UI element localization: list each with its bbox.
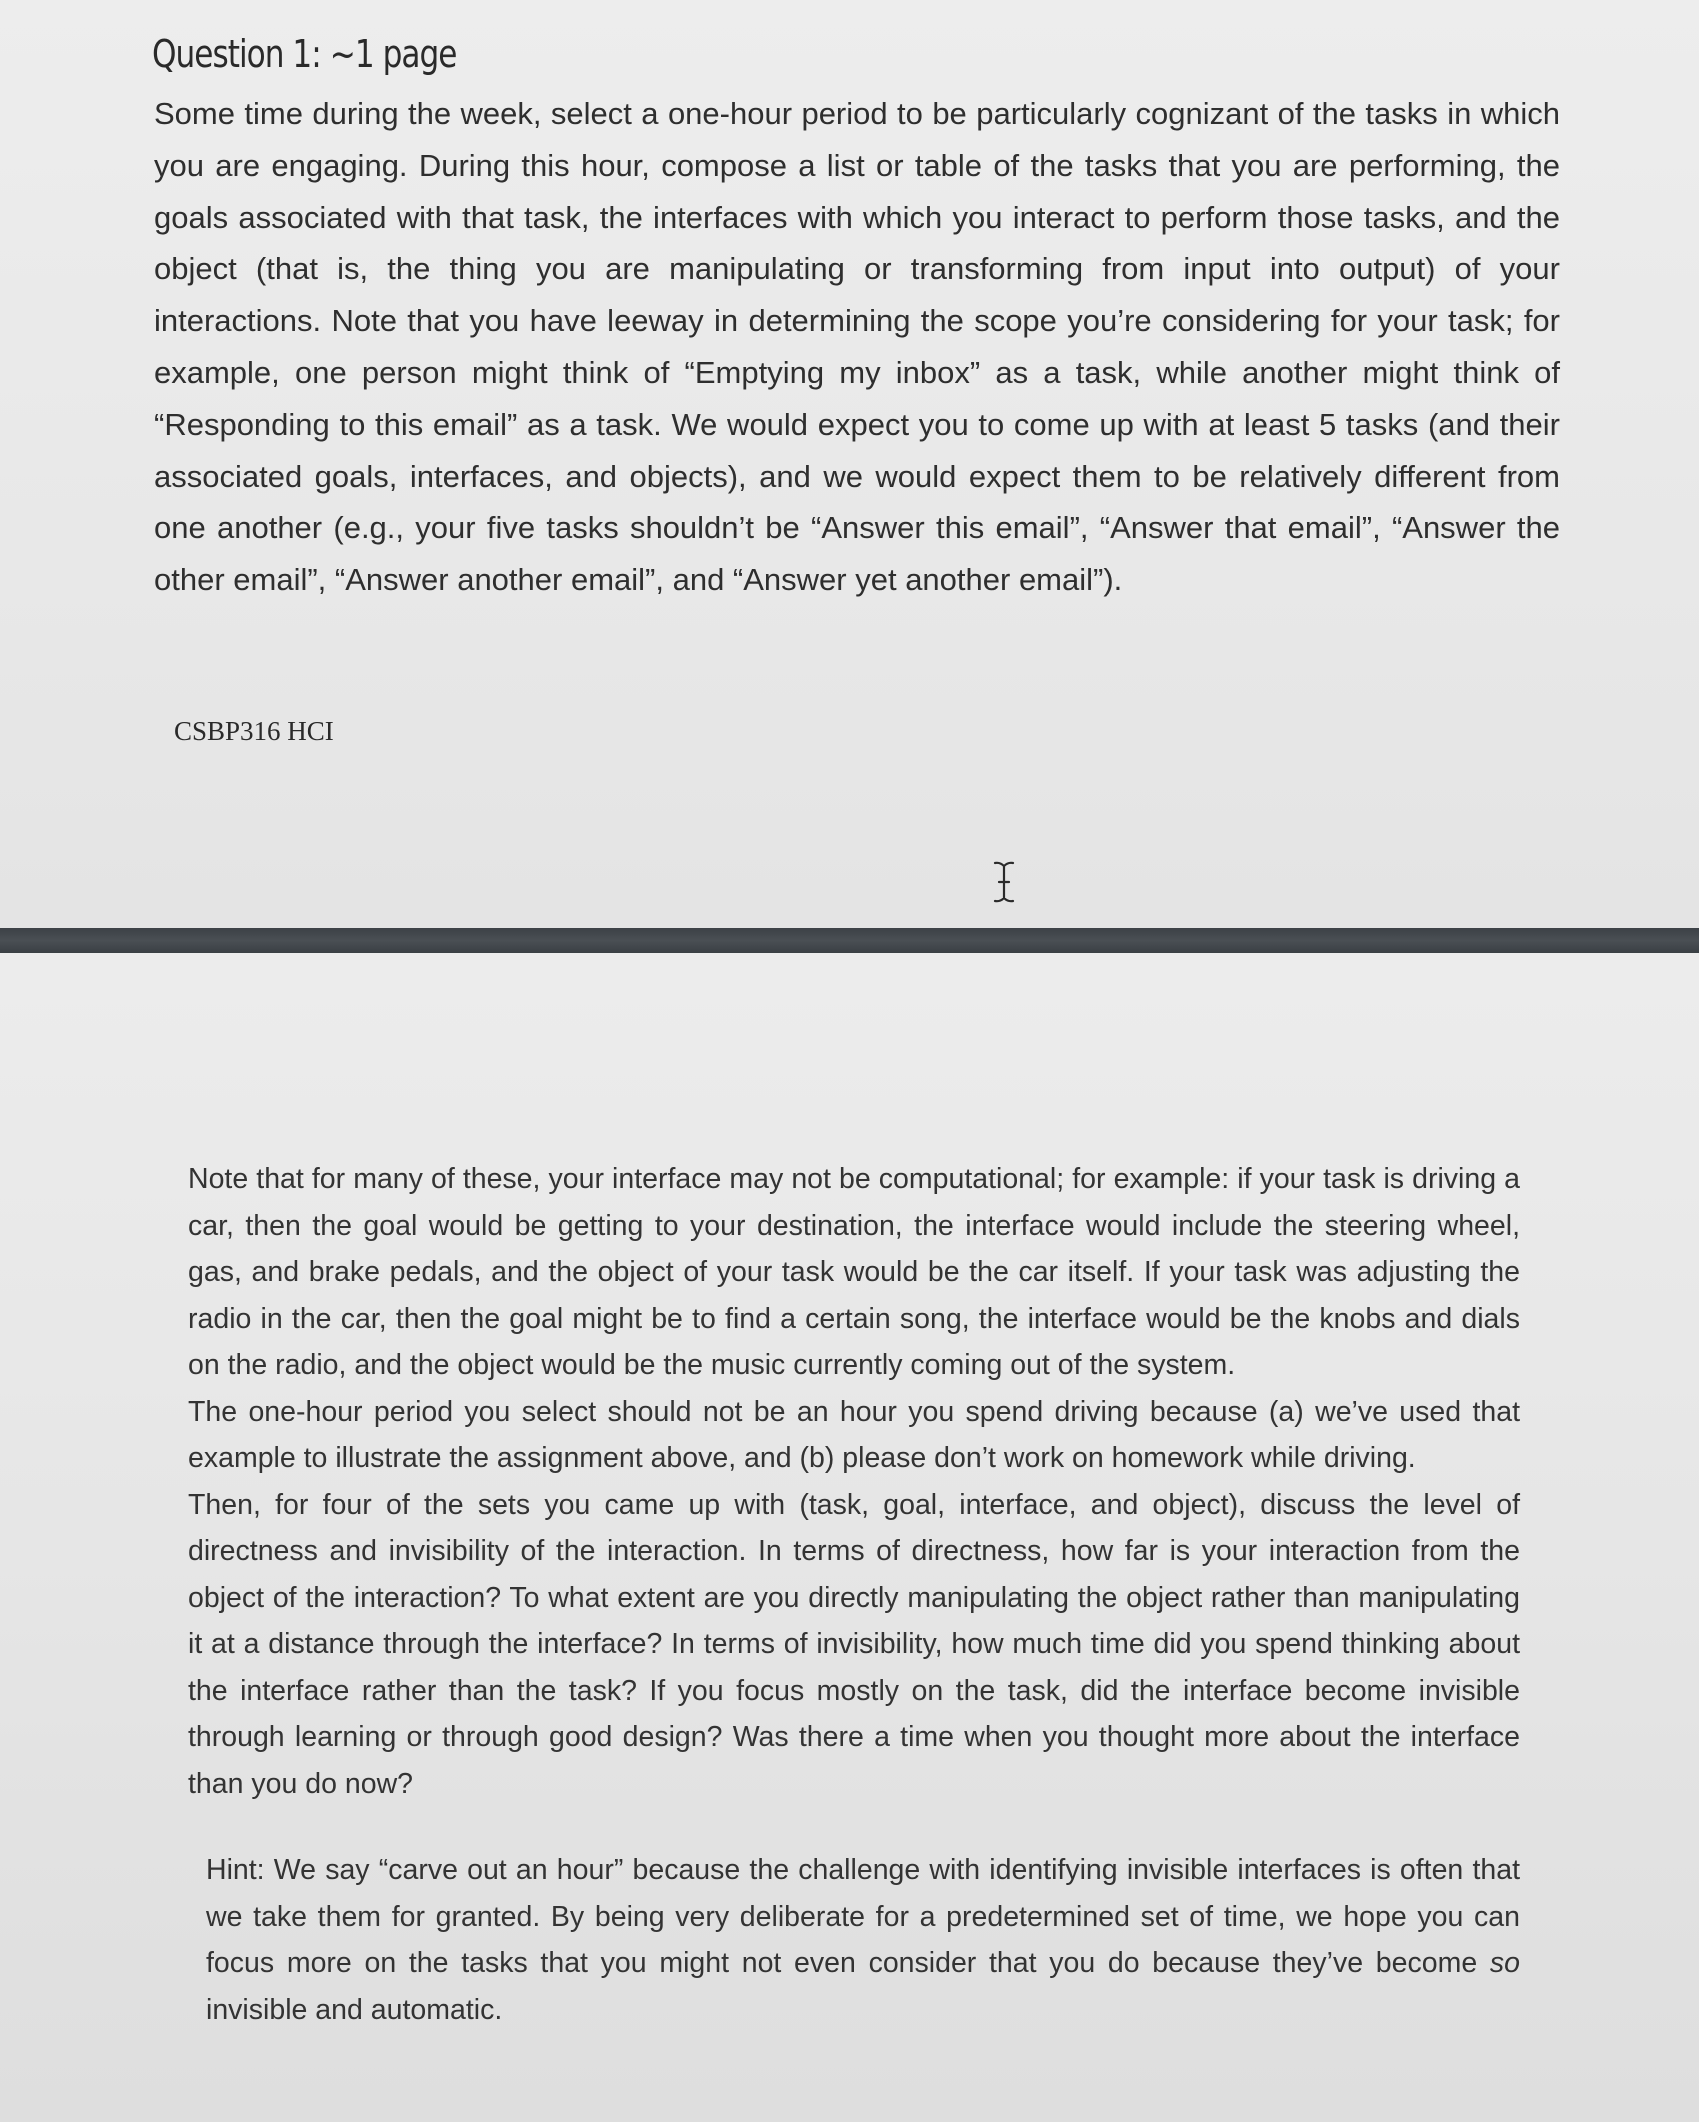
note-computational: Note that for many of these, your interface may not be computational; for example: if your task is driving a car, then the goal would be getting to your destination, the interface would include the steering wheel, gas, and brake pedals, and the object of your task would be the car itself. If your task was adjusting the radio in the car, then the goal might be to find a certain song, the interface would be the knobs and dials on the radio, and the object would be the music currently coming out of the system. (188, 1163, 1520, 1381)
hint-emphasis: so (1489, 1947, 1520, 1979)
hint-text-end: invisible and automatic. (206, 1993, 503, 2026)
question-paragraph: Some time during the week, select a one-hour period to be particularly cognizant of the tasks in which you are engaging. During this hour, compose a list or table of the tasks that you are performing, the goals associated with that task, the interfaces with which you interact to perform those tasks, and the object (that is, the thing you are manipulating or transforming from input into output) of your interactions. Note that you have leeway in determining the scope you’re considering for your task; for example, one person might think of “Emptying my inbox” as a task, while another might think of “Responding to this email” as a task. We would expect you to come up with at least 5 tasks (and their associated goals, interfaces, and objects), and we would expect them to be relatively different from one another (e.g., your five tasks shouldn’t be “Answer this email”, “Answer that email”, “Answer the other email”, “Answer another email”, and “Answer yet another email”). (154, 96, 1560, 598)
question-heading: Question 1: ~1 page (152, 32, 457, 76)
notes-section (188, 1156, 1520, 2033)
hint-paragraph (188, 1847, 1520, 2033)
note-discuss: Then, for four of the sets you came up with (task, goal, interface, and object), discuss the level of directness and invisibility of the interaction. In terms of directness, how far is your interaction from the object of the interaction? To what extent are you directly manipulating the object rather than manipulating it at a distance through the interface? In terms of invisibility, how much time did you spend thinking about the interface rather than the task? If you focus mostly on the task, did the interface become invisible through learning or through good design? Was there a time when you thought more about the interface than you do now? (188, 1488, 1520, 1800)
course-code: CSBP316 HCI (174, 716, 334, 746)
note-driving: The one-hour period you select should not be an hour you spend driving because (a) we’ve used that example to illustrate the assignment above, and (b) please don’t work on homework while driving. (188, 1395, 1520, 1474)
hint-text: Hint: We say “carve out an hour” because the challenge with identifying invisible interfaces is often that we take them for granted. By being very deliberate for a predetermined set of time, we hope you can focus more on the tasks that you might not even consider that you do because they’ve become (206, 1854, 1520, 1979)
text-cursor-icon (993, 861, 1015, 903)
document-page-top (0, 0, 1699, 928)
page-divider (0, 928, 1699, 953)
